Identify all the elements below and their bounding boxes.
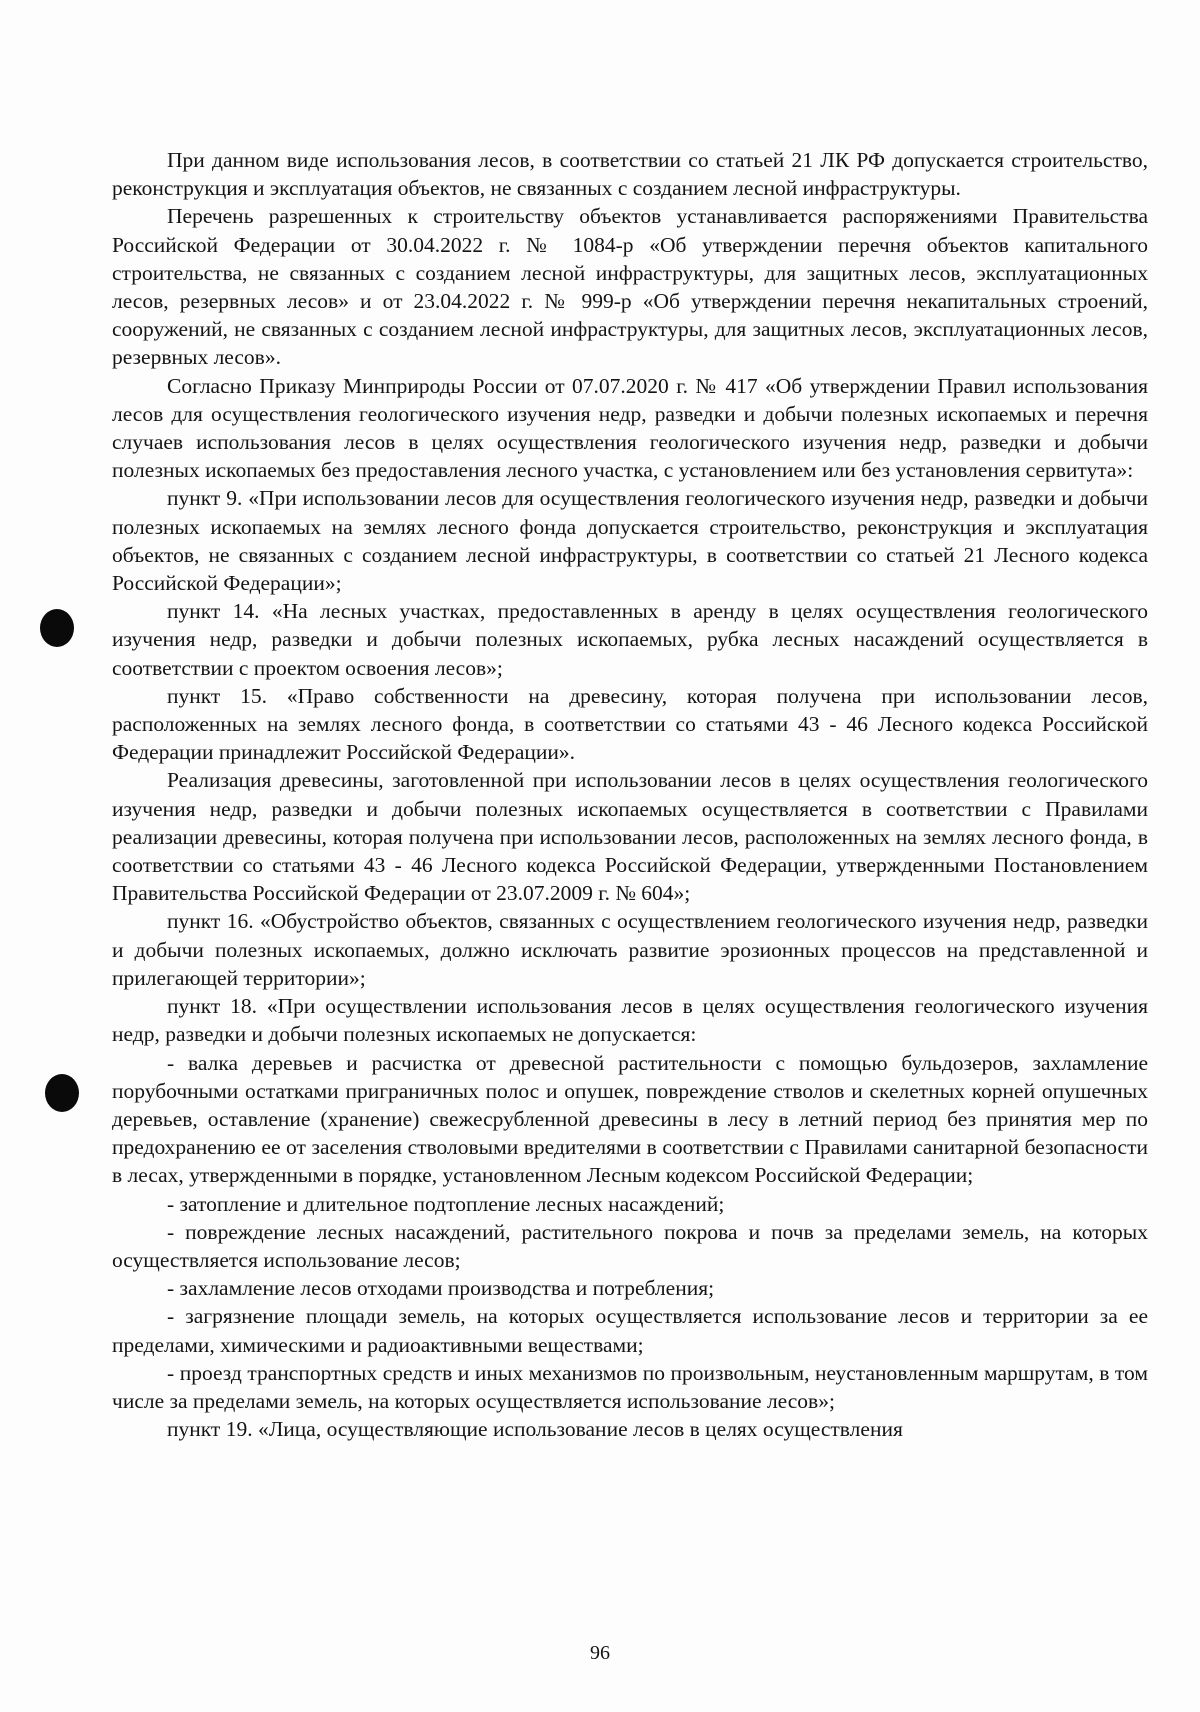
- paragraph: пункт 9. «При использовании лесов для осуществления геологического изучения недр, разведки и добычи полезных ископаемых на землях лесного фонда допускается строительство, реконструкция и эксплуатация объектов, не связанных с созданием лесной инфраструктуры, в соответствии со статьей 21 Лесного кодекса Российской Федерации»;: [112, 486, 1148, 596]
- list-item: - валка деревьев и расчистка от древесной растительности с помощью бульдозеров, захламление порубочными остатками приграничных полос и опушек, повреждение стволов и скелетных корней опушечных деревьев, оставление (хранение) свежесрубленной древесины в лесу в летний период без принятия мер по предохранению ее от заселения стволовыми вредителями в соответствии с Правилами санитарной безопасности в лесах, утвержденными в порядке, установленном Лесным кодексом Российской Федерации;: [112, 1050, 1148, 1188]
- document-body: [112, 146, 1148, 1443]
- page-number: 96: [590, 1642, 610, 1664]
- list-item: - повреждение лесных насаждений, растительного покрова и почв за пределами земель, на которых осуществляется использование лесов;: [112, 1219, 1148, 1272]
- list-item: - затопление и длительное подтопление лесных насаждений;: [167, 1191, 725, 1216]
- paragraph: пункт 16. «Обустройство объектов, связанных с осуществлением геологического изучения недр, разведки и добычи полезных ископаемых, должно исключать развитие эрозионных процессов на представленной и прилегающей территории»;: [112, 909, 1148, 990]
- paragraph: При данном виде использования лесов, в соответствии со статьей 21 ЛК РФ допускается строительство, реконструкция и эксплуатация объектов, не связанных с созданием лесной инфраструктуры.: [112, 148, 1148, 201]
- paragraph: Перечень разрешенных к строительству объектов устанавливается распоряжениями Правительства Российской Федерации от 30.04.2022 г. № 1084-р «Об утверждении перечня объектов капитального строительства, не связанных с созданием лесной инфраструктуры, для защитных лесов, эксплуатационных лесов, резервных лесов» и от 23.04.2022 г. № 999-р «Об утверждении перечня некапитальных строений, сооружений, не связанных с созданием лесной инфраструктуры, для защитных лесов, эксплуатационных лесов, резервных лесов».: [112, 204, 1148, 370]
- paragraph: пункт 15. «Право собственности на древесину, которая получена при использовании лесов, расположенных на землях лесного фонда, в соответствии со статьями 43 - 46 Лесного кодекса Российской Федерации принадлежит Российской Федерации».: [112, 683, 1148, 765]
- list-item: - проезд транспортных средств и иных механизмов по произвольным, неустановленным маршрутам, в том числе за пределами земель, на которых осуществляется использование лесов»;: [112, 1360, 1148, 1413]
- paragraph: Реализация древесины, заготовленной при использовании лесов в целях осуществления геологического изучения недр, разведки и добычи полезных ископаемых осуществляется в соответствии с Правилами реализации древесины, которая получена при использовании лесов, расположенных на землях лесного фонда, в соответствии со статьями 43 - 46 Лесного кодекса Российской Федерации, утвержденными Постановлением Правительства Российской Федерации от 23.07.2009 г. № 604»;: [112, 768, 1148, 906]
- paragraph: Согласно Приказу Минприроды России от 07.07.2020 г. № 417 «Об утверждении Правил использования лесов для осуществления геологического изучения недр, разведки и добычи полезных ископаемых и перечня случаев использования лесов в целях осуществления геологического изучения недр, разведки и добычи полезных ископаемых без предоставления лесного участка, с установлением или без установления сервитута»:: [112, 373, 1148, 483]
- punch-hole-mark: [45, 1074, 79, 1112]
- paragraph: пункт 19. «Лица, осуществляющие использование лесов в целях осуществления: [167, 1417, 903, 1442]
- list-item: - загрязнение площади земель, на которых осуществляется использование лесов и территории за ее пределами, химическими и радиоактивными веществами;: [112, 1304, 1148, 1357]
- list-item: - захламление лесов отходами производства и потребления;: [167, 1276, 715, 1301]
- paragraph: пункт 14. «На лесных участках, предоставленных в аренду в целях осуществления геологического изучения недр, разведки и добычи полезных ископаемых, рубка лесных насаждений осуществляется в соответствии с проектом освоения лесов»;: [112, 599, 1148, 680]
- punch-hole-mark: [40, 609, 74, 647]
- paragraph: пункт 18. «При осуществлении использования лесов в целях осуществления геологического изучения недр, разведки и добычи полезных ископаемых не допускается:: [112, 994, 1148, 1047]
